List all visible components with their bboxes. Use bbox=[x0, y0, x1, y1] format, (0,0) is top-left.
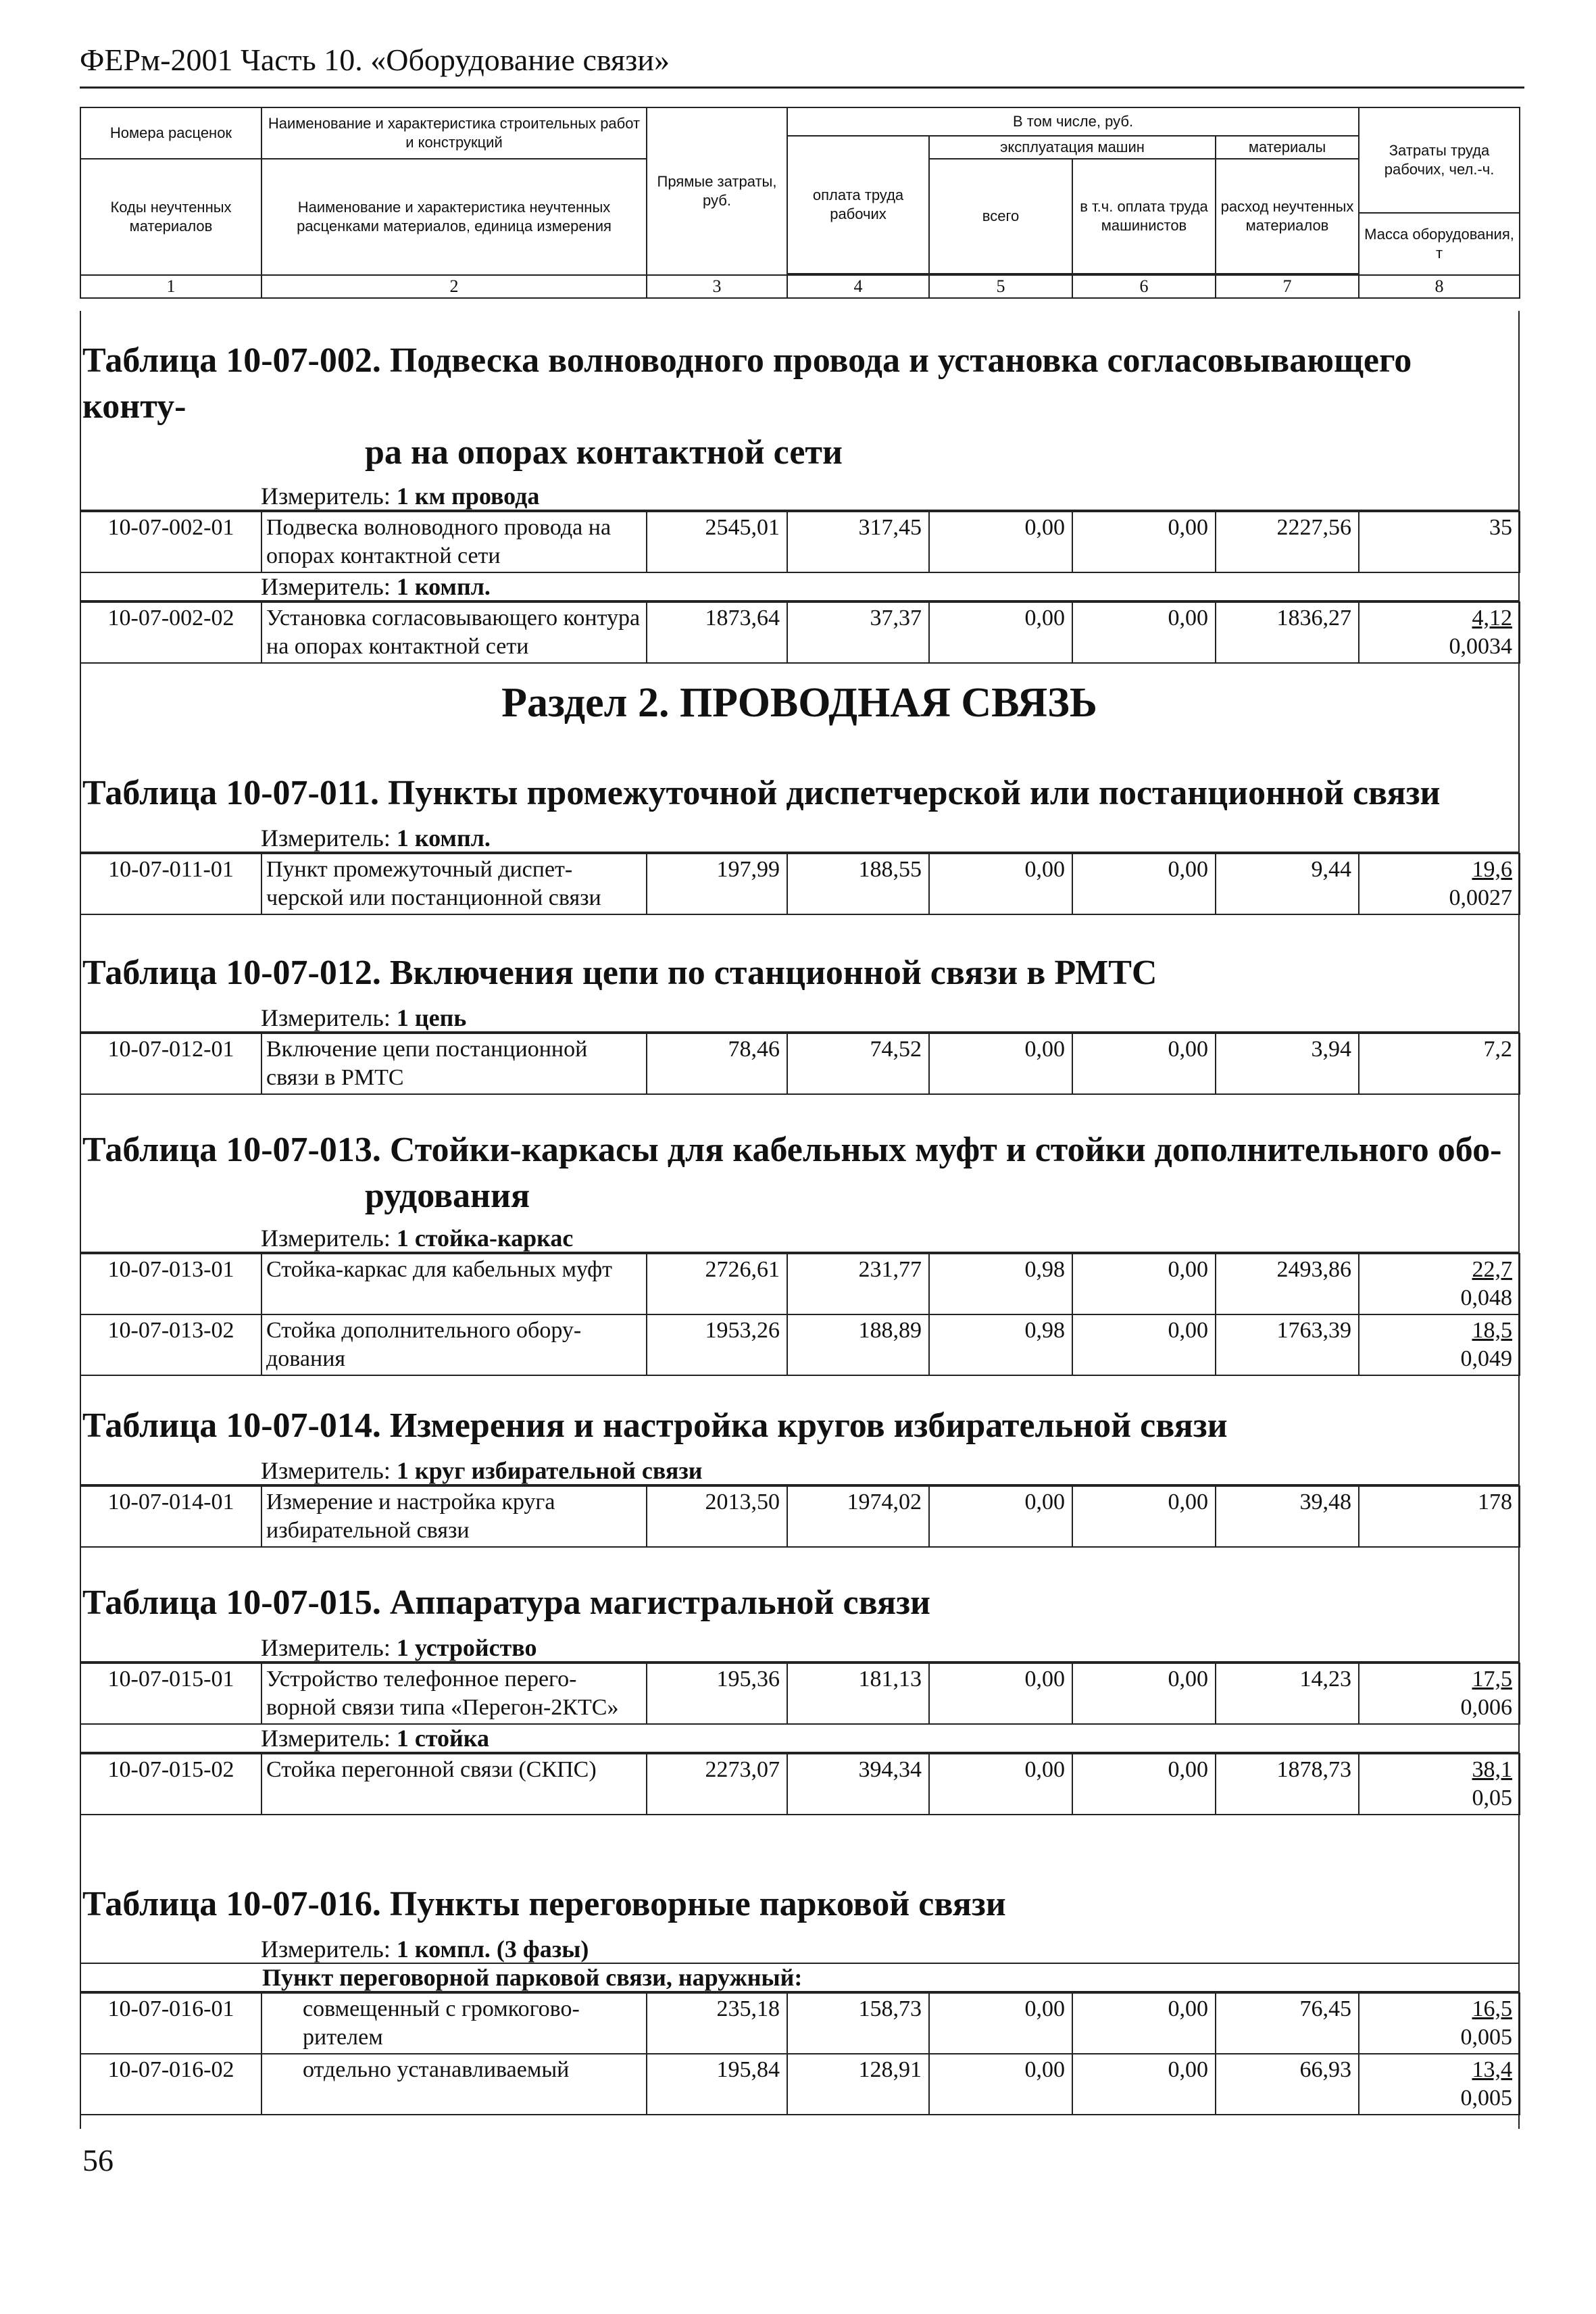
rate-name: Подвеска волноводного провода на опорах контактной сети bbox=[261, 512, 647, 572]
rate-name: Стойка перегонной связи (СКПС) bbox=[261, 1754, 647, 1815]
col-number: 4 bbox=[787, 275, 929, 299]
col4-header: оплата труда рабочих bbox=[787, 136, 929, 274]
materials-header: материалы bbox=[1216, 136, 1359, 159]
machines-header: эксплуатация машин bbox=[929, 136, 1216, 159]
machines-total: 0,00 bbox=[929, 854, 1072, 914]
labor-pay: 188,89 bbox=[787, 1314, 929, 1375]
col8-top-header: Затраты труда рабочих, чел.-ч. bbox=[1359, 107, 1520, 213]
labor-pay: 394,34 bbox=[787, 1754, 929, 1815]
direct-costs: 2545,01 bbox=[647, 512, 787, 572]
labor-hours: 35 bbox=[1359, 512, 1520, 572]
measure-unit: Измеритель: 1 круг избирательной связи bbox=[80, 1457, 1519, 1485]
labor-hours: 178 bbox=[1359, 1486, 1520, 1547]
price-table bbox=[80, 1253, 1520, 1376]
direct-costs: 195,84 bbox=[647, 2054, 787, 2115]
col2-bottom-header: Наименование и характеристика неучтенных расценками материалов, единица измерения bbox=[261, 159, 647, 275]
labor-hours: 7,2 bbox=[1359, 1033, 1520, 1094]
col5-header: всего bbox=[929, 159, 1072, 274]
col1-bottom-header: Коды неучтенных материалов bbox=[80, 159, 261, 275]
direct-costs: 197,99 bbox=[647, 854, 787, 914]
measure-unit: Измеритель: 1 цепь bbox=[80, 1004, 1519, 1033]
col1-top-header: Номера расценок bbox=[80, 107, 261, 159]
price-table bbox=[80, 1992, 1520, 2115]
col3-header: Прямые затраты, руб. bbox=[647, 107, 787, 275]
labor-hours-and-mass: 17,5 0,006 bbox=[1359, 1663, 1520, 1724]
measure-unit: Измеритель: 1 км провода bbox=[80, 483, 1519, 511]
table-title: Таблица 10-07-012. Включения цепи по станционной связи в РМТС bbox=[82, 954, 1157, 992]
table-title: Таблица 10-07-011. Пункты промежуточной диспетчерской или постанционной связи bbox=[82, 774, 1441, 812]
frame-line-right bbox=[1518, 311, 1520, 2129]
table-row bbox=[80, 602, 1520, 663]
col-number: 5 bbox=[929, 275, 1072, 299]
rate-code: 10-07-016-02 bbox=[80, 2054, 261, 2115]
rate-code: 10-07-015-01 bbox=[80, 1663, 261, 1724]
labor-hours-and-mass: 38,1 0,05 bbox=[1359, 1754, 1520, 1815]
page-header: ФЕРм-2001 Часть 10. «Оборудование связи» bbox=[80, 43, 670, 77]
rate-code: 10-07-014-01 bbox=[80, 1486, 261, 1547]
machines-total: 0,00 bbox=[929, 602, 1072, 663]
table-10-07-012 bbox=[80, 950, 1519, 1095]
labor-pay: 181,13 bbox=[787, 1663, 929, 1724]
rate-name: Стойка дополнительного обору-дования bbox=[261, 1314, 647, 1375]
table-title: Таблица 10-07-016. Пункты переговорные парковой связи bbox=[82, 1885, 1006, 1923]
table-row bbox=[80, 512, 1520, 572]
table-row bbox=[80, 1254, 1520, 1314]
col-number: 6 bbox=[1072, 275, 1216, 299]
machinist-pay: 0,00 bbox=[1072, 1486, 1216, 1547]
labor-hours-and-mass: 16,5 0,005 bbox=[1359, 1993, 1520, 2054]
table-10-07-002 bbox=[80, 338, 1519, 664]
col-number: 1 bbox=[80, 275, 261, 299]
rate-name: Устройство телефонное перего-ворной связи типа «Перегон-2КТС» bbox=[261, 1663, 647, 1724]
materials-cost: 1878,73 bbox=[1216, 1754, 1359, 1815]
direct-costs: 1953,26 bbox=[647, 1314, 787, 1375]
table-row bbox=[80, 1314, 1520, 1375]
header-rule bbox=[80, 87, 1524, 89]
table-10-07-016 bbox=[80, 1881, 1519, 2115]
materials-cost: 76,45 bbox=[1216, 1993, 1359, 2054]
price-table bbox=[80, 853, 1520, 915]
direct-costs: 2013,50 bbox=[647, 1486, 787, 1547]
materials-cost: 1763,39 bbox=[1216, 1314, 1359, 1375]
table-title: Таблица 10-07-014. Измерения и настройка кругов избирательной связи bbox=[82, 1406, 1228, 1445]
materials-cost: 2227,56 bbox=[1216, 512, 1359, 572]
machinist-pay: 0,00 bbox=[1072, 1993, 1216, 2054]
machines-total: 0,00 bbox=[929, 1993, 1072, 2054]
machinist-pay: 0,00 bbox=[1072, 2054, 1216, 2115]
labor-pay: 231,77 bbox=[787, 1254, 929, 1314]
table-title: Таблица 10-07-002. Подвеска волноводного провода и установка согласовывающего конту- ра на опорах контактной сети bbox=[82, 341, 1412, 472]
table-row bbox=[80, 854, 1520, 914]
rate-code: 10-07-012-01 bbox=[80, 1033, 261, 1094]
rate-code: 10-07-013-02 bbox=[80, 1314, 261, 1375]
machines-total: 0,00 bbox=[929, 512, 1072, 572]
measure-unit: Измеритель: 1 компл. bbox=[80, 824, 1519, 853]
labor-pay: 74,52 bbox=[787, 1033, 929, 1094]
labor-pay: 1974,02 bbox=[787, 1486, 929, 1547]
direct-costs: 195,36 bbox=[647, 1663, 787, 1724]
rate-name: Пункт промежуточный диспет-черской или постанционной связи bbox=[261, 854, 647, 914]
materials-cost: 66,93 bbox=[1216, 2054, 1359, 2115]
rate-name: Установка согласовывающего контура на опорах контактной сети bbox=[261, 602, 647, 663]
measure-unit: Измеритель: 1 компл. bbox=[80, 573, 1519, 601]
incl-header: В том числе, руб. bbox=[787, 107, 1359, 136]
price-table bbox=[80, 601, 1520, 664]
machines-total: 0,00 bbox=[929, 1486, 1072, 1547]
rate-name: отдельно устанавливаемый bbox=[261, 2054, 647, 2115]
page-number: 56 bbox=[82, 2143, 114, 2177]
column-header-table bbox=[80, 107, 1520, 299]
table-10-07-013 bbox=[80, 1127, 1519, 1376]
labor-hours-and-mass: 19,6 0,0027 bbox=[1359, 854, 1520, 914]
machinist-pay: 0,00 bbox=[1072, 1663, 1216, 1724]
table-row bbox=[80, 1993, 1520, 2054]
col-number: 8 bbox=[1359, 275, 1520, 299]
rate-name: совмещенный с громкогово-рителем bbox=[261, 1993, 647, 2054]
machinist-pay: 0,00 bbox=[1072, 512, 1216, 572]
measure-unit: Измеритель: 1 устройство bbox=[80, 1634, 1519, 1663]
machines-total: 0,00 bbox=[929, 2054, 1072, 2115]
col2-top-header: Наименование и характеристика строительных работ и конструкций bbox=[261, 107, 647, 159]
col-number: 3 bbox=[647, 275, 787, 299]
price-table bbox=[80, 1663, 1520, 1725]
labor-hours-and-mass: 13,4 0,005 bbox=[1359, 2054, 1520, 2115]
price-table bbox=[80, 1033, 1520, 1095]
rate-code: 10-07-013-01 bbox=[80, 1254, 261, 1314]
col8-bottom-header: Масса оборудования, т bbox=[1359, 213, 1520, 275]
direct-costs: 1873,64 bbox=[647, 602, 787, 663]
direct-costs: 2726,61 bbox=[647, 1254, 787, 1314]
machinist-pay: 0,00 bbox=[1072, 854, 1216, 914]
rate-name: Включение цепи постанционной связи в РМТС bbox=[261, 1033, 647, 1094]
group-heading: Пункт переговорной парковой связи, наружный: bbox=[80, 1964, 1519, 1992]
direct-costs: 2273,07 bbox=[647, 1754, 787, 1815]
rate-code: 10-07-002-02 bbox=[80, 602, 261, 663]
table-row bbox=[80, 1754, 1520, 1815]
machinist-pay: 0,00 bbox=[1072, 1754, 1216, 1815]
col7-header: расход неучтенных материалов bbox=[1216, 159, 1359, 274]
machinist-pay: 0,00 bbox=[1072, 602, 1216, 663]
materials-cost: 9,44 bbox=[1216, 854, 1359, 914]
table-row bbox=[80, 1663, 1520, 1724]
machines-total: 0,00 bbox=[929, 1033, 1072, 1094]
materials-cost: 14,23 bbox=[1216, 1663, 1359, 1724]
machines-total: 0,98 bbox=[929, 1314, 1072, 1375]
table-10-07-015 bbox=[80, 1580, 1519, 1815]
materials-cost: 3,94 bbox=[1216, 1033, 1359, 1094]
machinist-pay: 0,00 bbox=[1072, 1033, 1216, 1094]
table-title: Таблица 10-07-013. Стойки-каркасы для кабельных муфт и стойки дополнительного обо- рудования bbox=[82, 1131, 1502, 1215]
rate-code: 10-07-015-02 bbox=[80, 1754, 261, 1815]
labor-hours-and-mass: 18,5 0,049 bbox=[1359, 1314, 1520, 1375]
price-table bbox=[80, 1753, 1520, 1815]
direct-costs: 78,46 bbox=[647, 1033, 787, 1094]
measure-unit: Измеритель: 1 стойка-каркас bbox=[80, 1225, 1519, 1253]
table-row bbox=[80, 1033, 1520, 1094]
measure-unit: Измеритель: 1 компл. (3 фазы) bbox=[80, 1936, 1519, 1964]
rate-code: 10-07-002-01 bbox=[80, 512, 261, 572]
labor-pay: 188,55 bbox=[787, 854, 929, 914]
table-10-07-014 bbox=[80, 1403, 1519, 1548]
table-row bbox=[80, 1486, 1520, 1547]
rate-name: Измерение и настройка круга избирательной связи bbox=[261, 1486, 647, 1547]
machines-total: 0,98 bbox=[929, 1254, 1072, 1314]
materials-cost: 2493,86 bbox=[1216, 1254, 1359, 1314]
direct-costs: 235,18 bbox=[647, 1993, 787, 2054]
measure-unit: Измеритель: 1 стойка bbox=[80, 1725, 1519, 1753]
rate-name: Стойка-каркас для кабельных муфт bbox=[261, 1254, 647, 1314]
labor-pay: 37,37 bbox=[787, 602, 929, 663]
price-table bbox=[80, 511, 1520, 573]
materials-cost: 1836,27 bbox=[1216, 602, 1359, 663]
rate-code: 10-07-011-01 bbox=[80, 854, 261, 914]
rate-code: 10-07-016-01 bbox=[80, 1993, 261, 2054]
labor-pay: 158,73 bbox=[787, 1993, 929, 2054]
labor-pay: 128,91 bbox=[787, 2054, 929, 2115]
labor-hours-and-mass: 4,12 0,0034 bbox=[1359, 602, 1520, 663]
col-number: 2 bbox=[261, 275, 647, 299]
machines-total: 0,00 bbox=[929, 1754, 1072, 1815]
col6-header: в т.ч. оплата труда машинистов bbox=[1072, 159, 1216, 274]
table-10-07-011 bbox=[80, 770, 1519, 915]
machines-total: 0,00 bbox=[929, 1663, 1072, 1724]
labor-pay: 317,45 bbox=[787, 512, 929, 572]
machinist-pay: 0,00 bbox=[1072, 1314, 1216, 1375]
section-heading: Раздел 2. ПРОВОДНАЯ СВЯЗЬ bbox=[501, 680, 1097, 726]
machinist-pay: 0,00 bbox=[1072, 1254, 1216, 1314]
price-table bbox=[80, 1485, 1520, 1548]
table-title: Таблица 10-07-015. Аппаратура магистральной связи bbox=[82, 1583, 930, 1622]
col-number: 7 bbox=[1216, 275, 1359, 299]
frame-line-left bbox=[80, 311, 81, 2129]
materials-cost: 39,48 bbox=[1216, 1486, 1359, 1547]
labor-hours-and-mass: 22,7 0,048 bbox=[1359, 1254, 1520, 1314]
table-row bbox=[80, 2054, 1520, 2115]
